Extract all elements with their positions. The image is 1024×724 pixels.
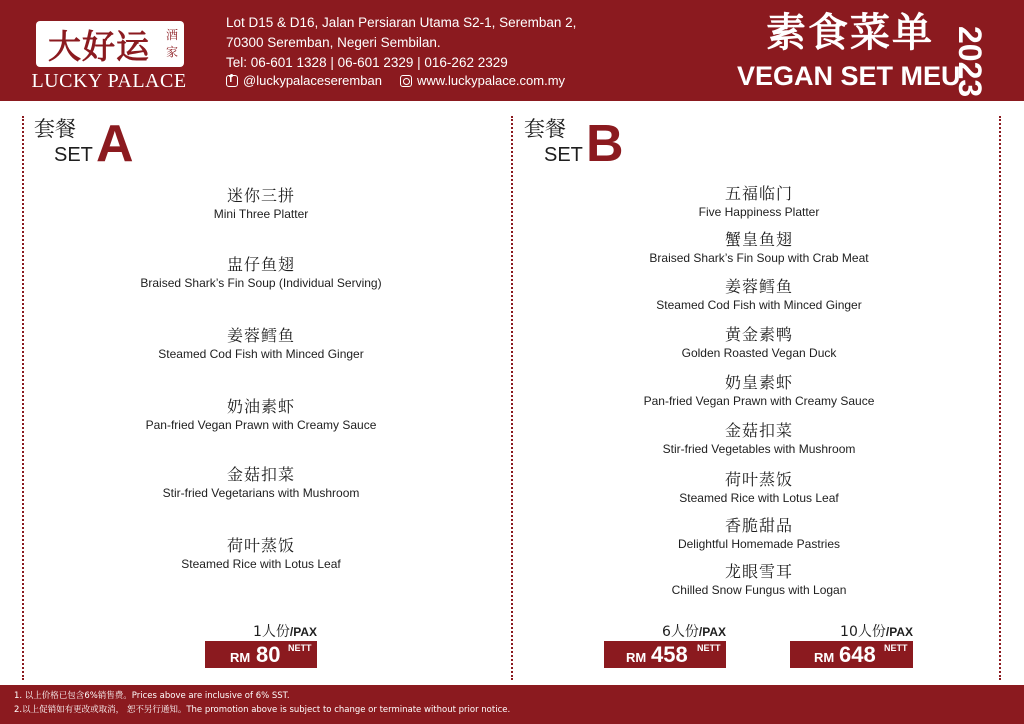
set-b-price-10pax [790,624,913,668]
item-name-chinese: 荷叶蒸饭 [226,536,295,555]
item-name-chinese: 蟹皇鱼翅 [724,230,793,249]
item-name-chinese: 荷叶蒸饭 [724,470,793,489]
item-name-english: Pan-fried Vegan Prawn with Creamy Sauce [145,418,377,432]
item-name-english: Five Happiness Platter [698,205,820,219]
divider-right [999,116,1001,680]
item-name-chinese: 迷你三拼 [226,186,295,205]
price-pax-label: 6人份/PAX [661,624,726,640]
item-name-chinese: 金菇扣菜 [226,465,295,484]
set-b-item [559,562,959,598]
item-name-english: Braised Shark’s Fin Soup (Individual Serving) [140,276,382,290]
facebook-handle[interactable]: @luckypalaceseremban [243,73,382,88]
item-name-english: Braised Shark’s Fin Soup with Crab Meat [649,251,869,265]
item-name-chinese: 龙眼雪耳 [724,562,793,581]
page-title-chinese: 素食菜单 [766,10,934,56]
set-b-label-english: SET [544,144,583,166]
divider-left [22,116,24,680]
item-name-english: Steamed Cod Fish with Minced Ginger [656,298,862,312]
set-a-item [61,255,461,291]
item-name-chinese: 姜蓉鳕鱼 [724,277,793,296]
item-name-chinese: 香脆甜品 [724,516,793,535]
set-b-item [559,325,959,361]
set-b-item [559,184,959,220]
set-a-header [34,116,154,176]
item-name-english: Golden Roasted Vegan Duck [681,346,837,360]
logo-seal [36,21,184,67]
price-bar [205,641,317,668]
set-a-item [61,536,461,572]
item-name-chinese: 金菇扣菜 [724,421,793,440]
price-currency: RM [626,650,647,665]
brand-logo [28,17,190,95]
set-a-item [61,326,461,362]
set-a-item [61,397,461,433]
set-a-item [61,465,461,501]
item-name-english: Stir-fried Vegetables with Mushroom [662,442,856,456]
price-amount: 648 [839,642,876,667]
address-line-2: 70300 Seremban, Negeri Sembilan. [226,35,441,50]
divider-middle [511,116,513,680]
set-a-price [205,624,317,668]
price-amount: 458 [651,642,688,667]
set-b-price-6pax [604,624,726,668]
price-nett: NETT [288,643,312,653]
item-name-chinese: 奶皇素虾 [724,373,793,392]
set-b-item [559,277,959,313]
set-b-label-chinese: 套餐 [524,117,566,141]
footer-bar [0,685,1024,724]
footer-note-1: 1. 以上价格已包含6%销售费。Prices above are inclusive of 6% SST. [14,691,290,701]
logo-small-text: 酒家 [165,28,178,59]
price-nett: NETT [697,643,721,653]
telephone-line: Tel: 06-601 1328 | 06-601 2329 | 016-262 2329 [226,55,508,70]
item-name-english: Steamed Rice with Lotus Leaf [181,557,341,571]
logo-english-name: LUCKY PALACE [31,70,187,92]
set-b-item [559,470,959,506]
set-b-item [559,373,959,409]
logo-chinese-name: 大好运 [48,27,150,66]
price-nett: NETT [884,643,908,653]
item-name-english: Stir-fried Vegetarians with Mushroom [162,486,360,500]
item-name-chinese: 黄金素鸭 [724,325,793,344]
set-a-letter: A [96,115,134,173]
price-amount: 80 [256,642,281,667]
page-title-english: VEGAN SET MEU [737,61,961,91]
set-b-letter: B [586,115,624,173]
contact-block [226,13,576,73]
price-currency: RM [230,650,251,665]
price-bar [790,641,913,668]
item-name-english: Chilled Snow Fungus with Logan [671,583,847,597]
price-currency: RM [814,650,835,665]
social-links [226,73,565,88]
price-bar [604,641,726,668]
year-label: 2023 [952,26,988,98]
footer-note-2: 2.以上促销如有更改或取消， 恕不另行通知。The promotion above is subject to change or terminate without prior notice. [14,705,511,715]
price-pax-label: 10人份/PAX [840,624,913,640]
set-a-label-chinese: 套餐 [34,117,76,141]
set-b-item [559,230,959,266]
item-name-chinese: 奶油素虾 [226,397,295,416]
set-b-item [559,421,959,457]
instagram-icon [400,75,412,87]
facebook-icon [226,75,238,87]
set-b-item [559,516,959,552]
item-name-chinese: 盅仔鱼翅 [226,255,295,274]
set-b-header [524,116,644,176]
address-line-1: Lot D15 & D16, Jalan Persiaran Utama S2-1, Seremban 2, [226,15,577,30]
item-name-english: Mini Three Platter [213,207,309,221]
set-a-item [61,186,461,222]
item-name-english: Steamed Cod Fish with Minced Ginger [158,347,364,361]
item-name-english: Pan-fried Vegan Prawn with Creamy Sauce [643,394,875,408]
item-name-english: Delightful Homemade Pastries [677,537,841,551]
item-name-chinese: 五福临门 [724,184,793,203]
set-a-label-english: SET [54,144,93,166]
header-bar [0,0,1024,101]
price-pax-label: 1人份/PAX [252,624,317,640]
item-name-english: Steamed Rice with Lotus Leaf [679,491,839,505]
item-name-chinese: 姜蓉鳕鱼 [226,326,295,345]
website-link[interactable]: www.luckypalace.com.my [416,73,566,88]
